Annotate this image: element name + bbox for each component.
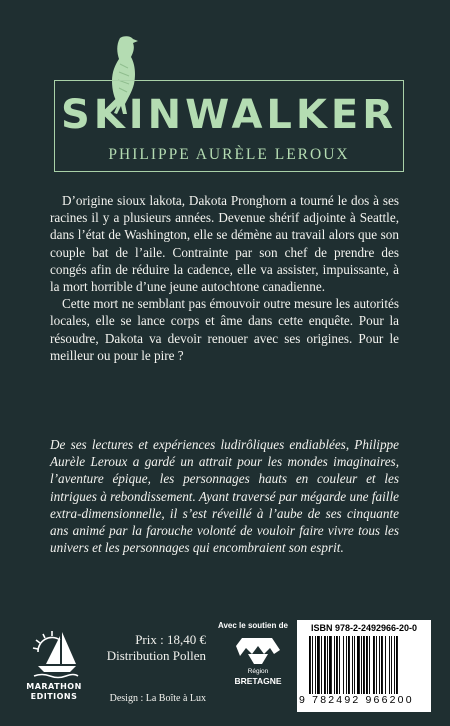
book-title: SKINWALKER [60, 92, 398, 138]
region-line2: BRETAGNE [234, 676, 282, 686]
synopsis-paragraph: Cette mort ne semblant pas émouvoir outre mesure les autorités locales, elle se lance corps et âme dans cette enquête. Pour la résoudre, Dakota va devoir renouer avec ses origines. Pour le meilleur ou pour le pire ? [50, 296, 399, 363]
publisher-line1: MARATHON [26, 682, 82, 691]
support-label: Avec le soutien de [218, 621, 288, 630]
region-name [228, 668, 288, 686]
design-credit: Design : La Boîte à Lux [109, 693, 206, 704]
bio-paragraph: De ses lectures et expériences ludirôliques endiablées, Philippe Aurèle Leroux a gardé un attrait pour les mondes imaginaires, l’aventure épique, les personnages hauts en couleur et les intrigues à rebondissement. Ayant traversé par mégarde une faille extra-dimensionnelle, il s’est réveillé à l’aube de ses cinquante ans animé par la farouche volonté de vouloir faire vivre tous les univers et les personnages qui encombraient son esprit. [50, 437, 399, 556]
author-name: PHILIPPE AURÈLE LEROUX [108, 146, 350, 163]
price: Prix : 18,40 € [135, 632, 206, 647]
synopsis [50, 192, 399, 364]
price-block [88, 632, 206, 664]
barcode-digits: 9 782492 966200 [299, 694, 414, 706]
publisher-name [18, 682, 90, 702]
publisher-logo [18, 628, 90, 712]
publisher-line2: EDITIONS [30, 692, 78, 701]
distribution: Distribution Pollen [106, 648, 206, 663]
isbn-barcode [297, 620, 431, 712]
synopsis-paragraph: D’origine sioux lakota, Dakota Pronghorn a tourné le dos à ses racines il y a plusieurs années. Devenue shérif adjointe à Seattle, dans l’état de Washington, elle se démène au travail alors que son couple bat de l’aile. Contrainte par son chef de prendre des congés afin de réduire la cadence, elle va assister, impuissante, à la mort horrible d’une jeune autochtone canadienne. [50, 193, 399, 295]
barcode-bars [309, 636, 425, 694]
isbn-number: ISBN 978-2-2492966-20-0 [310, 623, 418, 633]
author-bio [50, 436, 399, 556]
sailboat-sun-icon [30, 628, 80, 680]
region-line1: Région [247, 668, 269, 675]
